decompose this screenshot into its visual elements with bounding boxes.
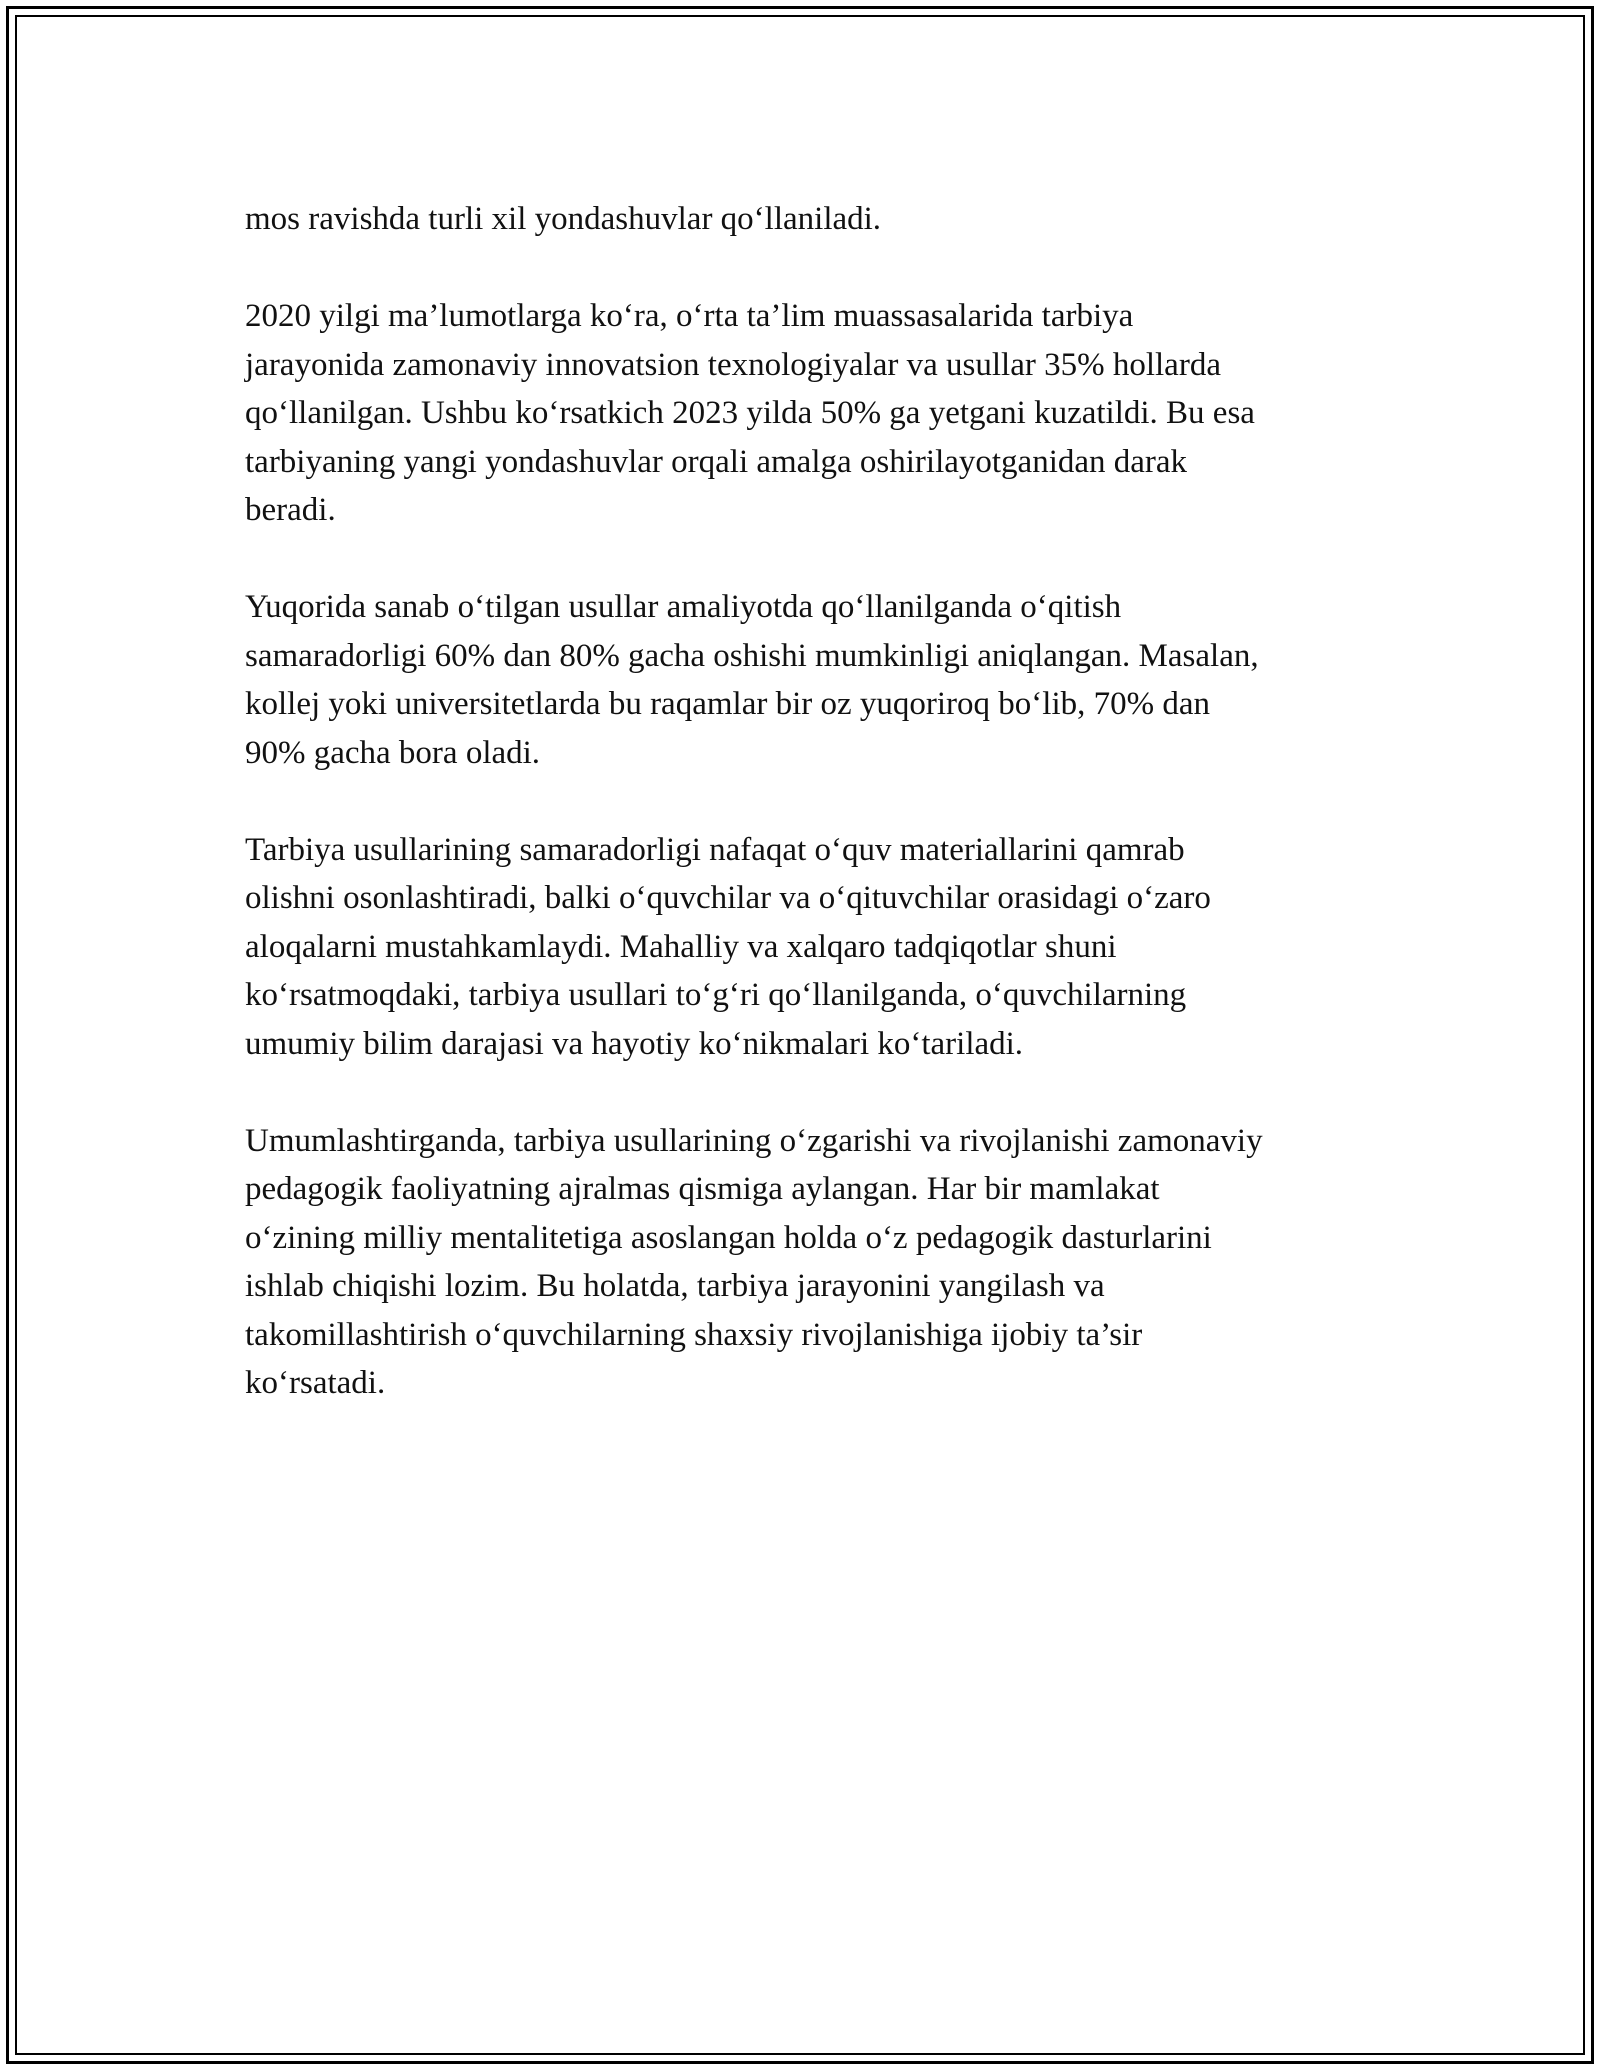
page-frame: [6, 6, 1594, 2064]
paragraph-3: Yuqorida sanab o‘tilgan usullar amaliyotda qo‘llanilganda o‘qitish samaradorligi 60% dan 80% gacha oshishi mumkinligi aniqlangan. Masalan, kollej yoki universitetlarda bu raqamlar bir oz yuqoriroq bo‘lib, 70% dan 90% gacha bora oladi.: [245, 589, 1259, 771]
paragraph-5: Umumlashtirganda, tarbiya usullarining o‘zgarishi va rivojlanishi zamonaviy pedagogik faoliyatning ajralmas qismiga aylangan. Har bir mamlakat o‘zining milliy mentalitetiga asoslangan holda o‘z pedagogik dasturlarini ishlab chiqishi lozim. Bu holatda, tarbiya jarayonini yangilash va takomillashtirish o‘quvchilarning shaxsiy rivojlanishiga ijobiy ta’sir ko‘rsatadi.: [245, 1122, 1263, 1401]
page-body: [245, 195, 1395, 1456]
paragraph-2: 2020 yilgi ma’lumotlarga ko‘ra, o‘rta ta’lim muassasalarida tarbiya jarayonida zamonaviy innovatsion texnologiyalar va usullar 35% hollarda qo‘llanilgan. Ushbu ko‘rsatkich 2023 yilda 50% ga yetgani kuzatildi. Bu esa tarbiyaning yangi yondashuvlar orqali amalga oshirilayotganidan darak beradi.: [245, 298, 1255, 528]
paragraph-1: mos ravishda turli xil yondashuvlar qo‘llaniladi.: [245, 201, 882, 237]
paragraph-4: Tarbiya usullarining samaradorligi nafaqat o‘quv materiallarini qamrab olishni osonlashtiradi, balki o‘quvchilar va o‘qituvchilar orasidagi o‘zaro aloqalarni mustahkamlaydi. Mahalliy va xalqaro tadqiqotlar shuni ko‘rsatmoqdaki, tarbiya usullari to‘g‘ri qo‘llanilganda, o‘quvchilarning umumiy bilim darajasi va hayotiy ko‘nikmalari ko‘tariladi.: [245, 831, 1211, 1062]
